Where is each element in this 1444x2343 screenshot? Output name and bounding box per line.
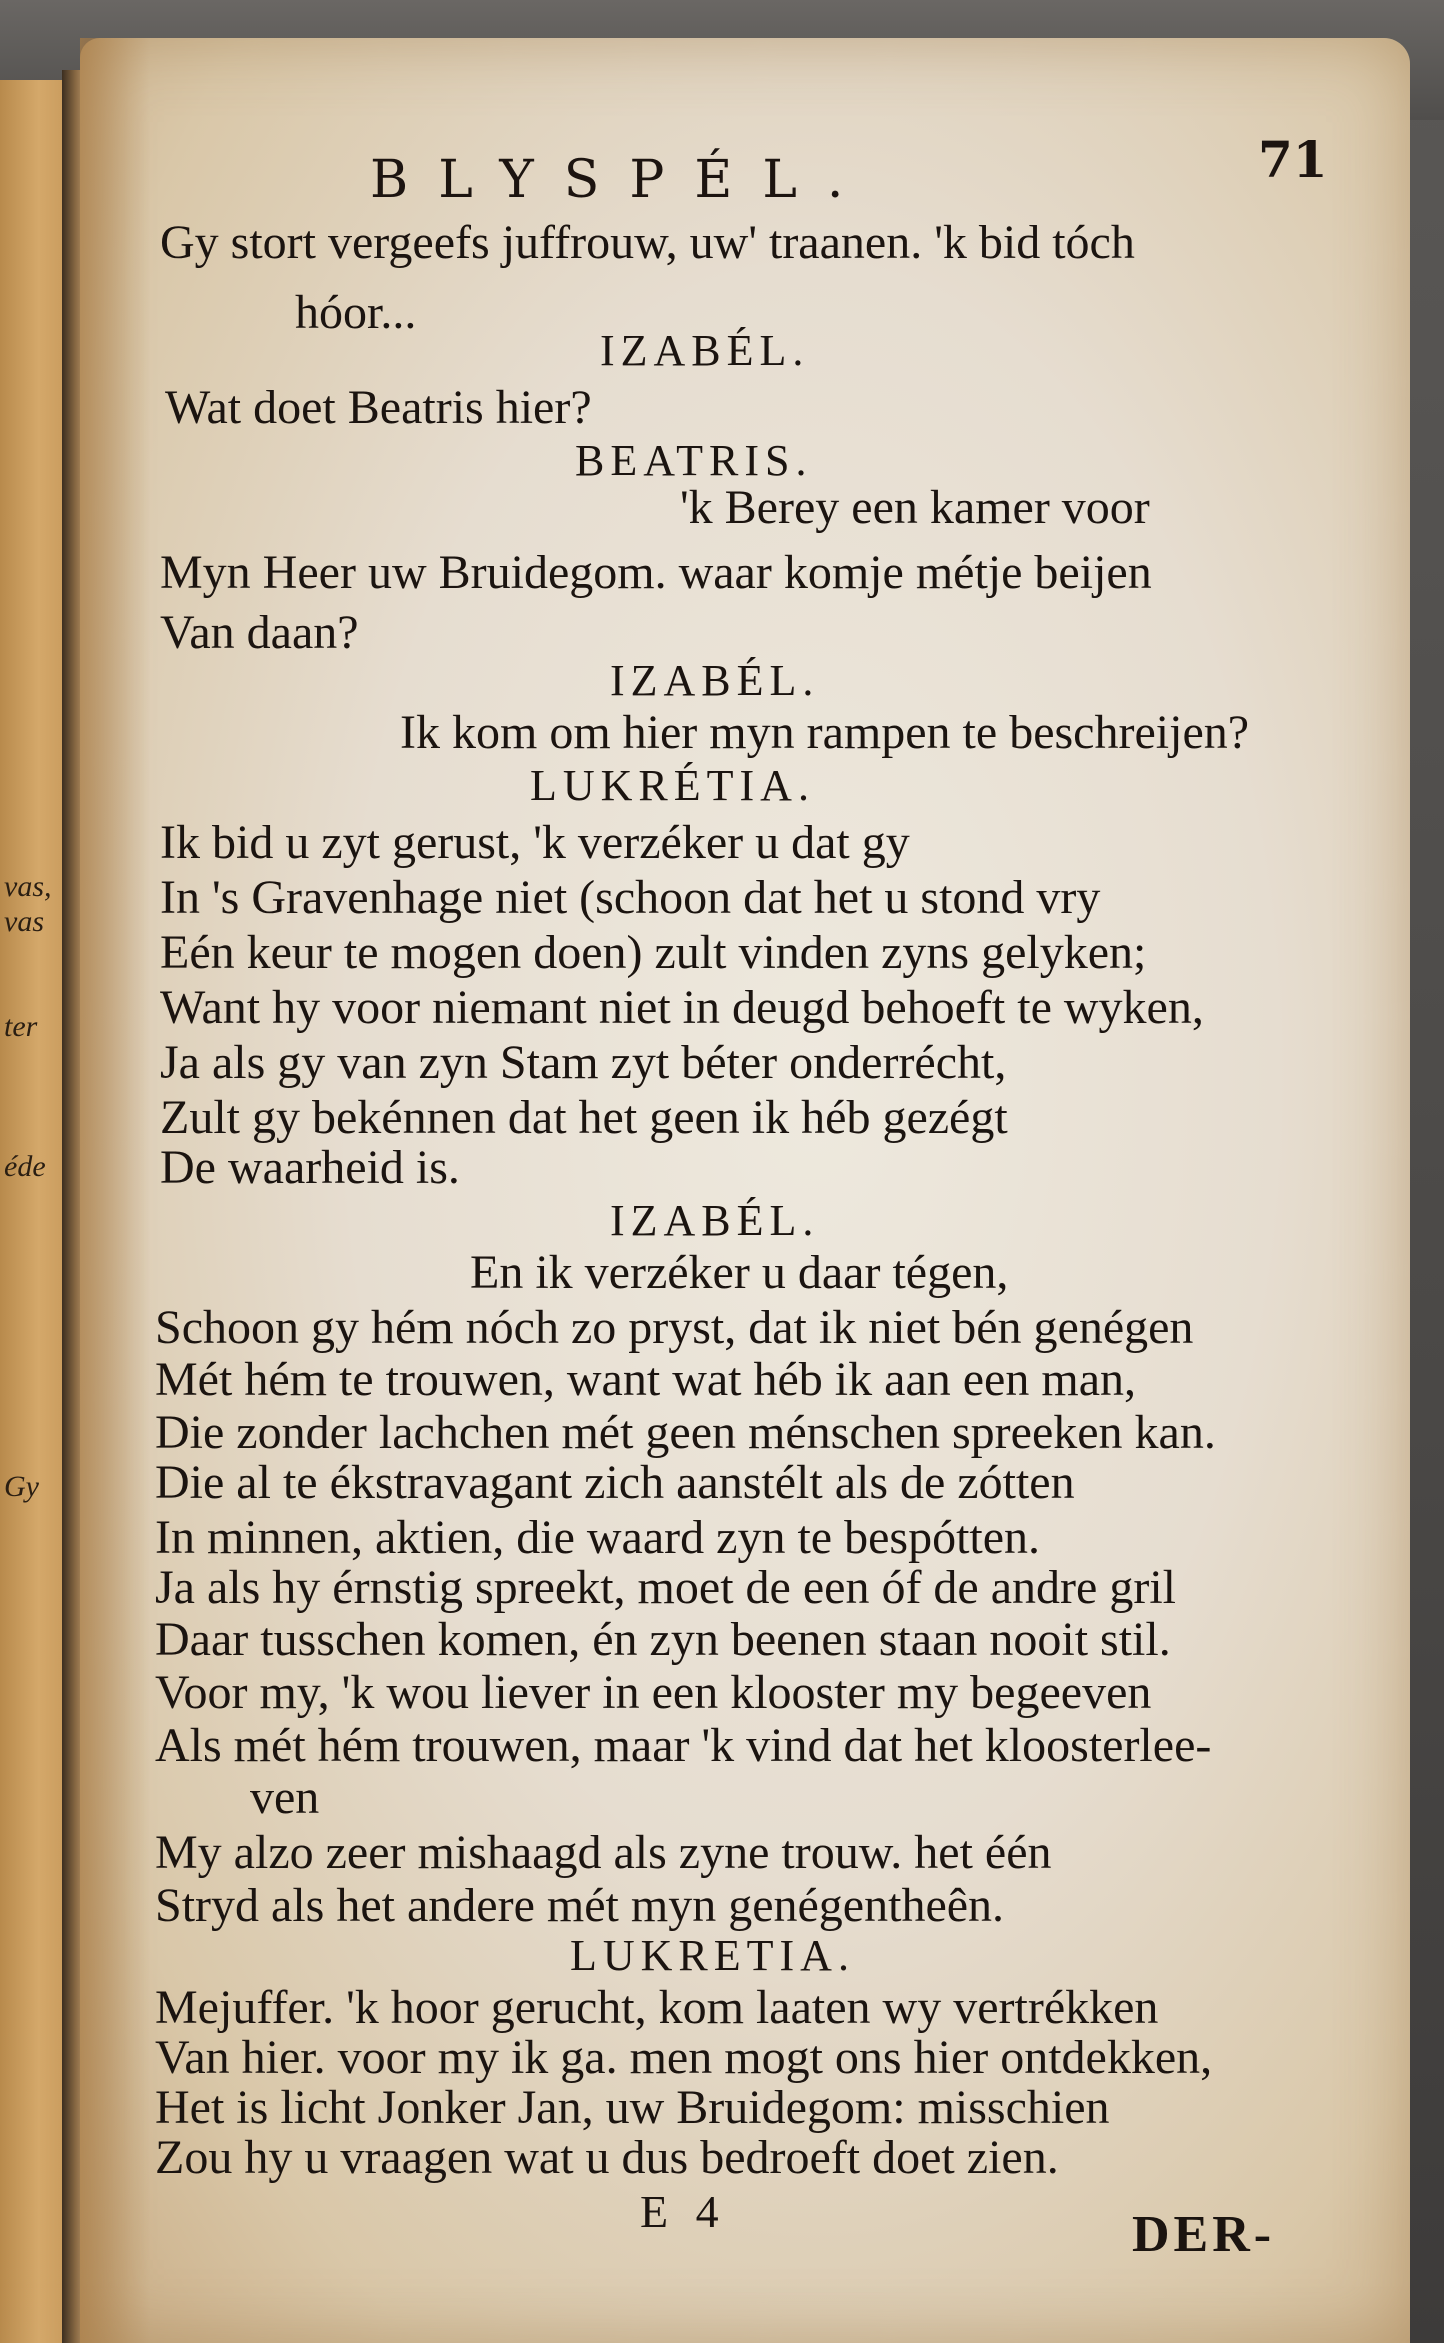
text-line: 'k Berey een kamer voor — [680, 481, 1150, 534]
catchword: DER- — [1132, 2206, 1276, 2263]
text-line: Schoon gy hém nóch zo pryst, dat ik niet bén genégen — [155, 1301, 1194, 1354]
text-line: ven — [250, 1771, 320, 1824]
text-line: Gy stort vergeefs juffrouw, uw' traanen. 'k bid tóch — [160, 216, 1135, 269]
left-page-fragment: éde — [4, 1150, 46, 1183]
text-line: Die zonder lachchen mét geen ménschen spreeken kan. — [155, 1406, 1216, 1459]
text-line: In minnen, aktien, die waard zyn te bespótten. — [155, 1511, 1041, 1564]
text-line: De waarheid is. — [160, 1141, 460, 1194]
running-title: BLYSPÉL. — [370, 150, 874, 210]
text-line: Het is licht Jonker Jan, uw Bruidegom: misschien — [155, 2081, 1110, 2134]
text-line: En ik verzéker u daar tégen, — [470, 1246, 1009, 1299]
text-line: Zou hy u vraagen wat u dus bedroeft doet zien. — [155, 2131, 1059, 2184]
speaker-heading: LUKRÉTIA. — [530, 761, 815, 810]
speaker-heading: IZABÉL. — [610, 656, 820, 705]
speaker-heading: BEATRIS. — [575, 436, 813, 485]
text-line: Mejuffer. 'k hoor gerucht, kom laaten wy vertrékken — [155, 1981, 1159, 2034]
text-line: Ik kom om hier myn rampen te beschreijen? — [400, 706, 1250, 759]
left-page-fragment: Gy — [4, 1470, 39, 1503]
left-page-fragment: vas — [4, 905, 44, 938]
text-line: Ik bid u zyt gerust, 'k verzéker u dat gy — [160, 816, 910, 869]
text-line: My alzo zeer mishaagd als zyne trouw. het één — [155, 1826, 1052, 1879]
left-page-fragment: ter — [4, 1010, 38, 1043]
text-line: In 's Gravenhage niet (schoon dat het u stond vry — [160, 871, 1101, 924]
text-line: Daar tusschen komen, én zyn beenen staan nooit stil. — [155, 1613, 1171, 1666]
text-line: Wat doet Beatris hier? — [165, 381, 592, 434]
speaker-heading: LUKRETIA. — [570, 1931, 855, 1980]
page-number: 71 — [1258, 130, 1328, 189]
text-line: Myn Heer uw Bruidegom. waar komje métje beijen — [160, 546, 1152, 599]
speaker-heading: IZABÉL. — [600, 326, 810, 375]
text-line: Ja als hy érnstig spreekt, moet de een óf de andre gril — [155, 1561, 1176, 1614]
text-line: Als mét hém trouwen, maar 'k vind dat het kloosterlee- — [155, 1719, 1212, 1772]
text-line: Eén keur te mogen doen) zult vinden zyns gelyken; — [160, 926, 1147, 979]
text-line: Ja als gy van zyn Stam zyt béter onderrécht, — [160, 1036, 1007, 1089]
signature-mark: E 4 — [640, 2186, 727, 2237]
text-line: Van hier. voor my ik ga. men mogt ons hier ontdekken, — [155, 2031, 1213, 2084]
text-line: Want hy voor niemant niet in deugd behoeft te wyken, — [160, 981, 1204, 1034]
text-line: Zult gy bekénnen dat het geen ik héb gezégt — [160, 1091, 1008, 1144]
page-edge-shading — [80, 38, 150, 2343]
text-line: Van daan? — [160, 606, 359, 659]
text-line: Die al te ékstravagant zich aanstélt als de zótten — [155, 1456, 1075, 1509]
text-line: Stryd als het andere mét myn genégentheên. — [155, 1879, 1005, 1932]
text-line: hóor... — [295, 286, 417, 339]
speaker-heading: IZABÉL. — [610, 1196, 820, 1245]
text-line: Mét hém te trouwen, want wat héb ik aan een man, — [155, 1353, 1136, 1406]
text-line: Voor my, 'k wou liever in een klooster my begeeven — [155, 1666, 1152, 1719]
left-page-fragment: vas, — [4, 870, 52, 903]
